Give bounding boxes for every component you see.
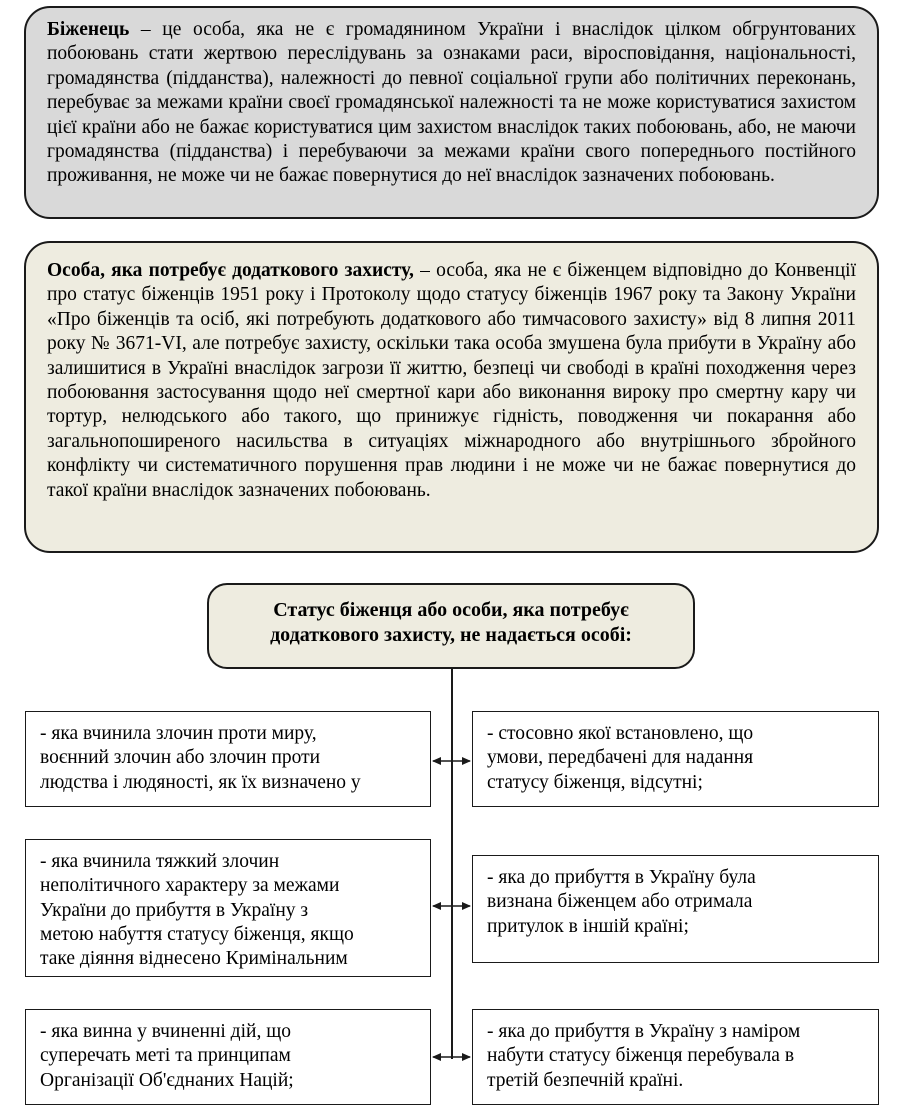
exclusion-line: метою набуття статусу біженця, якщо <box>40 923 354 945</box>
exclusion-line: статусу біженця, відсутні; <box>487 771 703 793</box>
exclusion-line: - яка винна у вчиненні дій, що <box>40 1021 291 1042</box>
refugee-definition-box <box>24 6 879 219</box>
exclusion-line: воєнний злочин або злочин проти <box>40 747 321 769</box>
exclusion-line: Організації Об'єднаних Націй; <box>40 1069 294 1091</box>
additional-protection-definition-box <box>24 241 879 553</box>
exclusion-line: людства і людяності, як їх визначено у <box>40 771 361 793</box>
additional-protection-definition-text: – особа, яка не є біженцем відповідно до Конвенції про статус біженців 1951 року і Протоколу щодо статусу біженців 1967 року та Закону України «Про біженців та осіб, які потребують додаткового або тимчасового захисту» від 8 липня 2011 року № 3671-VI, але потребує захисту, оскільки така особа змушена була прибути в Україну або залишитися в Україні внаслідок загрози її життю, безпеці чи свободі в країні походження через побоювання застосування щодо неї смертної кари або виконання вироку про смертну кару чи тортур, нелюдського або такого, що принижує гідність, поводження чи покарання або загальнопоширеного насильства в ситуаціях міжнародного або внутрішнього збройного конфлікту чи систематичного порушення прав людини і не може чи не бажає повернутися до такої країни внаслідок зазначених побоювань. <box>47 260 857 501</box>
exclusion-box-serious-nonpolitical-crime <box>25 839 431 977</box>
exclusion-line: неполітичного характеру за межами <box>40 875 340 897</box>
exclusion-line: умови, передбачені для надання <box>487 747 754 769</box>
exclusion-box-un-principles <box>25 1009 431 1105</box>
exclusion-box-conditions-absent <box>472 711 879 807</box>
refugee-term: Біженець <box>47 19 130 40</box>
exclusion-box-crimes-against-peace <box>25 711 431 807</box>
exclusion-line: таке діяння віднесено Кримінальним <box>40 948 348 970</box>
exclusion-line: - яка до прибуття в Україну була <box>487 867 756 888</box>
status-heading-line-1: Статус біженця або особи, яка потребує <box>273 599 629 621</box>
exclusion-line: України до прибуття в Україну з <box>40 899 309 921</box>
exclusion-line: - яка вчинила злочин проти миру, <box>40 723 317 744</box>
exclusion-box-safe-third-country <box>472 1009 879 1105</box>
exclusion-line: суперечать меті та принципам <box>40 1045 291 1067</box>
exclusion-line: - яка вчинила тяжкий злочин <box>40 851 280 872</box>
exclusion-line: - стосовно якої встановлено, що <box>487 723 754 744</box>
exclusion-line: - яка до прибуття в Україну з наміром <box>487 1021 801 1042</box>
exclusion-line: притулок в іншій країні; <box>487 915 689 937</box>
exclusion-line: визнана біженцем або отримала <box>487 891 753 913</box>
status-heading-box <box>207 583 695 669</box>
exclusion-box-recognized-elsewhere <box>472 855 879 963</box>
exclusion-line: третій безпечній країні. <box>487 1069 684 1091</box>
status-heading-line-2: додаткового захисту, не надається особі: <box>270 624 632 646</box>
exclusion-line: набути статусу біженця перебувала в <box>487 1045 795 1067</box>
additional-protection-term: Особа, яка потребує додаткового захисту, <box>47 260 414 281</box>
refugee-definition-text: – це особа, яка не є громадянином України і внаслідок цілком обгрунтованих побоювань стати жертвою переслідувань за ознаками раси, віросповідання, національності, громадянства (підданства), належності до певної соціальної групи або політичних переконань, перебуває за межами країни своєї громадянської належності та не може користуватися захистом цієї країни або не бажає користуватися цим захистом внаслідок таких побоювань, або, не маючи громадянства (підданства) і перебуваючи за межами країни свого попереднього постійного проживання, не може чи не бажає повернутися до неї внаслідок зазначених побоювань. <box>47 19 856 187</box>
